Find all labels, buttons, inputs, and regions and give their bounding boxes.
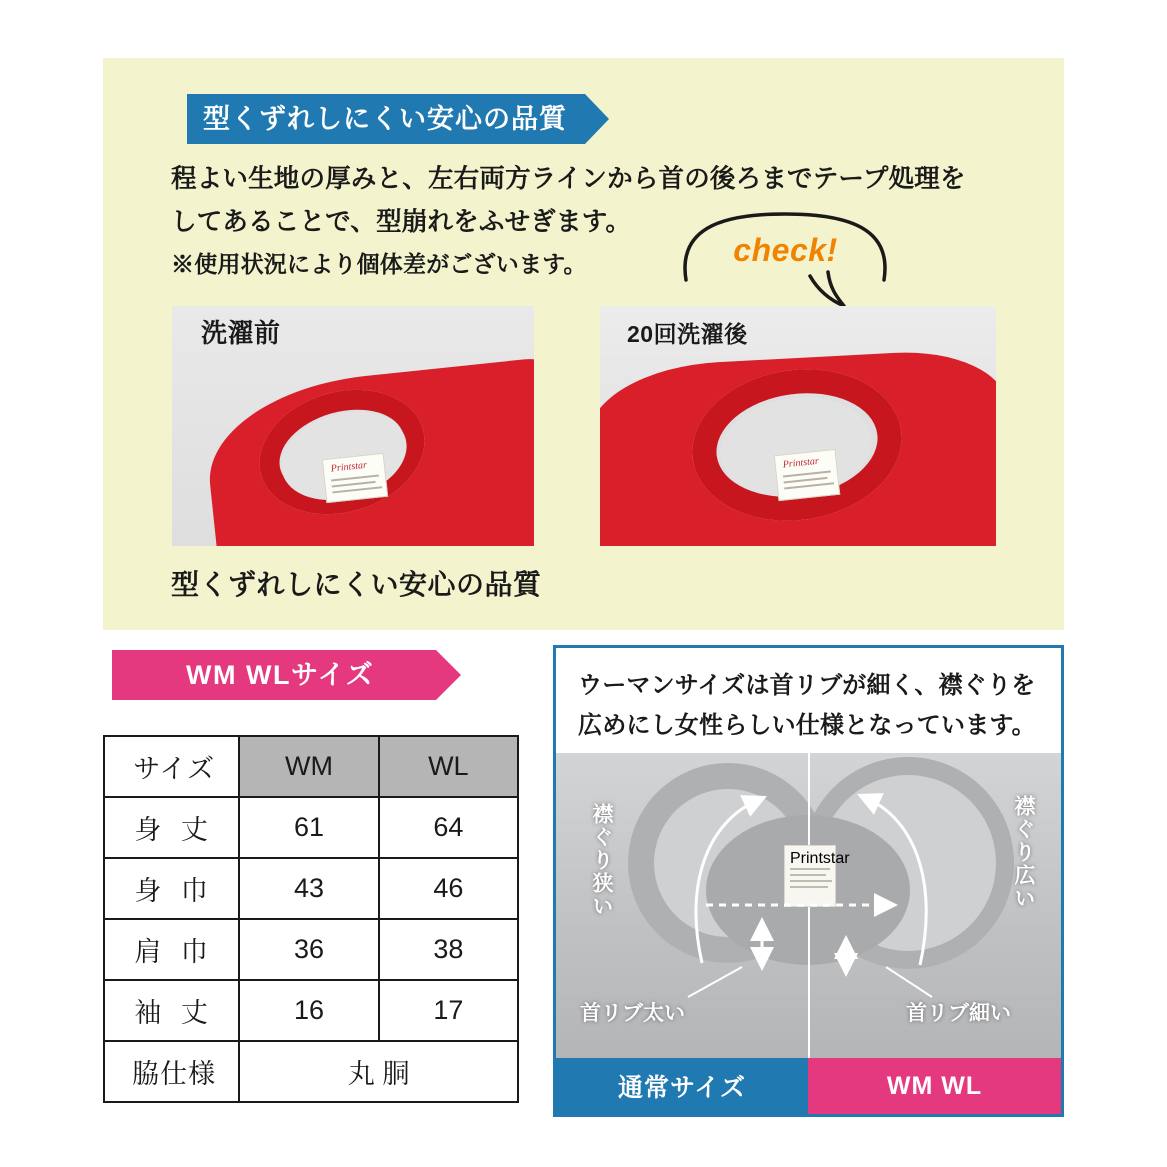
woman-footer-bar — [556, 1058, 1061, 1114]
row-label-length: 身 丈 — [104, 797, 239, 858]
row-label-side-spec: 脇仕様 — [104, 1041, 239, 1102]
neck-label-tag — [322, 453, 388, 503]
woman-neck-comparison-photo — [556, 753, 1061, 1058]
quality-note-text: ※使用状況により個体差がございます。 — [171, 251, 587, 277]
row-value-width-wl: 46 — [379, 858, 518, 919]
table-footer-row — [104, 1041, 518, 1102]
label-eriguri-wide: 襟ぐり広い — [1012, 795, 1035, 910]
woman-size-panel — [553, 645, 1064, 1117]
table-row — [104, 980, 518, 1041]
woman-description: ウーマンサイズは首リブが細く、襟ぐりを広めにし女性らしい仕様となっています。 — [578, 672, 1036, 739]
check-label: check! — [733, 232, 838, 268]
label-rib-thick: 首リブ太い — [580, 1002, 685, 1025]
tag-script-text: Printstar — [790, 850, 850, 867]
row-value-shoulder-wl: 38 — [379, 919, 518, 980]
table-row — [104, 858, 518, 919]
table-header-size: サイズ — [104, 736, 239, 797]
row-value-length-wm: 61 — [239, 797, 378, 858]
tag-script-text: Printstar — [782, 455, 820, 471]
label-rib-thin: 首リブ細い — [906, 1002, 1011, 1025]
row-value-side-spec: 丸 胴 — [239, 1041, 518, 1102]
table-header-wm: WM — [239, 736, 378, 797]
row-label-sleeve: 袖 丈 — [104, 980, 239, 1041]
size-section-heading: WM WLサイズ — [112, 650, 436, 700]
neck-label-tag — [774, 449, 840, 501]
table-header-wl: WL — [379, 736, 518, 797]
table-row — [104, 919, 518, 980]
photo-before-wash-caption: 洗濯前 — [201, 318, 281, 348]
row-label-shoulder: 肩 巾 — [104, 919, 239, 980]
row-value-sleeve-wm: 16 — [239, 980, 378, 1041]
row-value-width-wm: 43 — [239, 858, 378, 919]
row-value-shoulder-wm: 36 — [239, 919, 378, 980]
photo-after-wash-caption: 20回洗濯後 — [627, 321, 748, 347]
row-value-sleeve-wl: 17 — [379, 980, 518, 1041]
quality-footer-text: 型くずれしにくい安心の品質 — [171, 569, 542, 600]
check-callout — [678, 210, 893, 310]
footer-label-normal-size: 通常サイズ — [556, 1058, 808, 1114]
row-value-length-wl: 64 — [379, 797, 518, 858]
size-table — [103, 735, 519, 1103]
footer-label-wm-wl: WM WL — [808, 1058, 1061, 1114]
row-label-width: 身 巾 — [104, 858, 239, 919]
quality-panel — [103, 58, 1064, 630]
table-row — [104, 797, 518, 858]
quality-body-text: 程よい生地の厚みと、左右両方ラインから首の後ろまでテープ処理をしてあることで、型崩れをふせぎます。 — [171, 165, 966, 236]
tag-script-text: Printstar — [330, 459, 368, 475]
quality-heading: 型くずれしにくい安心の品質 — [187, 94, 585, 144]
table-header-row — [104, 736, 518, 797]
label-eriguri-narrow: 襟ぐり狭い — [590, 803, 613, 918]
